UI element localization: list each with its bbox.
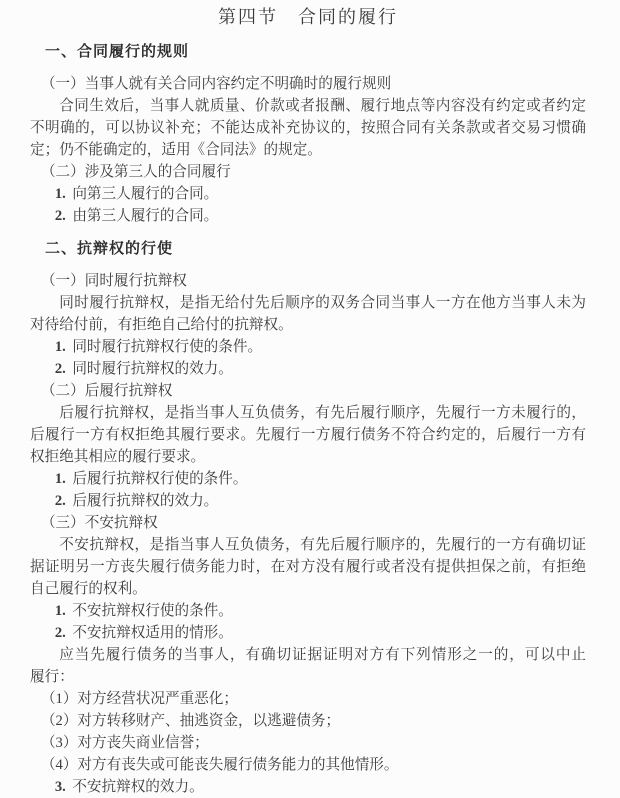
list-item: （4）对方有丧失或可能丧失履行债务能力的其他情形。 [40,757,399,773]
sub-heading: （二）后履行抗辩权 [40,383,173,399]
list-item-number: 2. [54,625,66,641]
list-item [30,336,586,358]
list-item [30,468,586,490]
list-item-number: 1. [54,603,66,619]
list-item: （3）对方丧失商业信誉； [40,735,209,751]
list-item [30,776,586,798]
list-item-number: 2. [54,493,66,509]
list-item-text: 不安抗辩权适用的情形。 [72,625,233,641]
section-title: 第四节 合同的履行 [218,7,398,27]
list-item-number: 1. [54,471,66,487]
paragraph-line: 对待给付前，有拒绝自己给付的抗辩权。 [30,317,293,333]
list-item: （2）对方转移财产、抽逃资金，以逃避债务； [40,713,341,729]
list-item [30,183,586,205]
paragraph-line: 履行： [30,669,74,685]
list-item-number: 2. [54,208,66,224]
sub-heading: （一）当事人就有关合同内容约定不明确时的履行规则 [40,76,392,92]
paragraph-line: 同时履行抗辩权，是指无给付先后顺序的双务合同当事人一方在他方当事人未为 [59,295,586,311]
paragraph-line: 合同生效后，当事人就质量、价款或者报酬、履行地点等内容没有约定或者约定 [59,98,586,114]
list-item [30,205,586,227]
list-item-text: 同时履行抗辩权行使的条件。 [72,339,263,355]
paragraph-line: 后履行一方有权拒绝其履行要求。先履行一方履行债务不符合约定的，后履行一方有 [30,427,586,443]
content [30,41,586,798]
paragraph-line: 自己履行的权利。 [30,581,147,597]
list-item-text: 由第三人履行的合同。 [72,208,219,224]
list-item-text: 不安抗辩权的效力。 [72,779,204,795]
paragraph-line: 权拒绝其相应的履行要求。 [30,449,206,465]
paragraph-line: 不安抗辩权，是指当事人互负债务，有先后履行顺序的，先履行的一方有确切证 [59,537,586,553]
list-item-text: 后履行抗辩权的效力。 [72,493,219,509]
list-item: （1）对方经营状况严重恶化； [40,691,238,707]
sub-heading: （三）不安抗辩权 [40,515,158,531]
list-item-text: 向第三人履行的合同。 [72,186,219,202]
list-item-text: 同时履行抗辩权的效力。 [72,361,233,377]
list-item-number: 1. [54,186,66,202]
list-item [30,622,586,644]
sub-heading: （一）同时履行抗辩权 [40,273,187,289]
list-item [30,358,586,380]
list-item [30,600,586,622]
paragraph-line: 据证明另一方丧失履行债务能力时，在对方没有履行或者没有提供担保之前，有拒绝 [30,559,586,575]
chapter-heading: 一、合同履行的规则 [45,43,190,60]
paragraph-line: 定；仍不能确定的，适用《合同法》的规定。 [30,142,322,158]
paragraph-line: 应当先履行债务的当事人，有确切证据证明对方有下列情形之一的，可以中止 [59,647,586,663]
sub-heading: （二）涉及第三人的合同履行 [40,164,231,180]
list-item-number: 2. [54,361,66,377]
chapter-heading: 二、抗辩权的行使 [45,240,174,257]
paragraph-line: 后履行抗辩权，是指当事人互负债务，有先后履行顺序，先履行一方未履行的， [59,405,586,421]
list-item-number: 1. [54,339,66,355]
list-item-text: 不安抗辩权行使的条件。 [72,603,233,619]
list-item-text: 后履行抗辩权行使的条件。 [72,471,248,487]
paragraph-line: 不明确的，可以协议补充；不能达成补充协议的，按照合同有关条款或者交易习惯确 [30,120,586,136]
list-item-number: 3. [54,779,66,795]
list-item [30,490,586,512]
